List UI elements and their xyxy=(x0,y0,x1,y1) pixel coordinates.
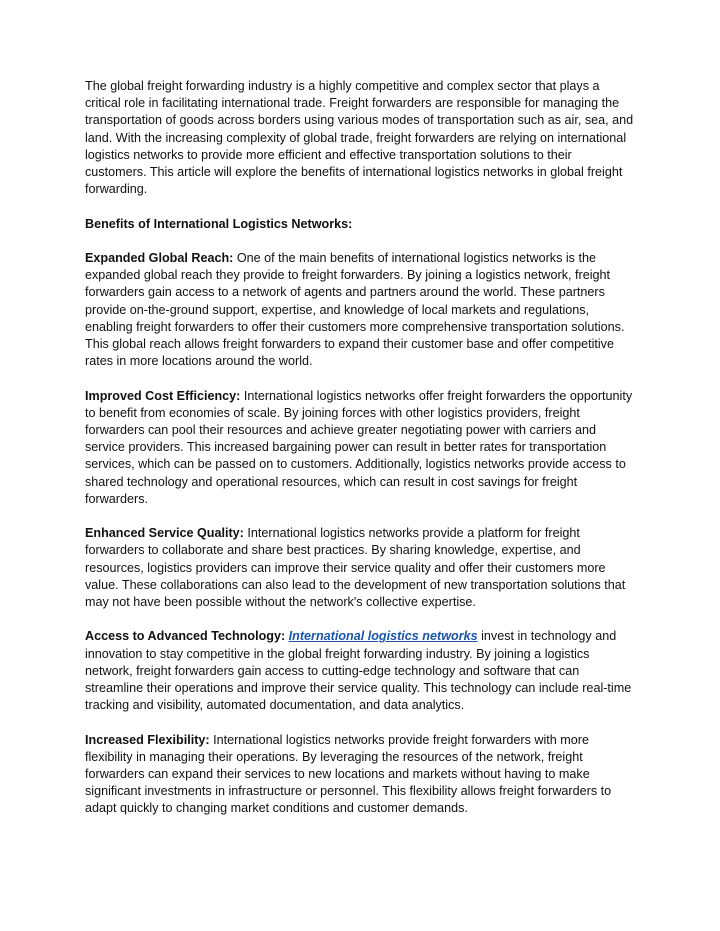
benefit-title: Increased Flexibility: xyxy=(85,732,210,747)
benefit-global-reach xyxy=(85,250,635,370)
benefit-advanced-technology xyxy=(85,628,635,714)
benefit-title: Access to Advanced Technology: xyxy=(85,629,286,644)
benefit-text: One of the main benefits of international logistics networks is the expanded global reach they provide to freight forwarders. By joining a logistics network, freight forwarders gain access to a network of agents and partners around the world. These partners provide on-the-ground support, expertise, and knowledge of local markets and regulations, enabling freight forwarders to offer their customers more comprehensive transportation solutions. This global reach allows freight forwarders to expand their customer base and offer competitive rates in more locations around the world. xyxy=(85,251,625,369)
intro-paragraph: The global freight forwarding industry is a highly competitive and complex sector that plays a critical role in facilitating international trade. Freight forwarders are responsible for managing the transportation of goods across borders using various modes of transportation such as air, sea, and land. With the increasing complexity of global trade, freight forwarders are relying on international logistics networks to provide more efficient and effective transportation solutions to their customers. This article will explore the benefits of international logistics networks in global freight forwarding. xyxy=(85,79,634,197)
benefit-text: International logistics networks offer freight forwarders the opportunity to benefit from economies of scale. By joining forces with other logistics providers, freight forwarders can pool their resources and achieve greater negotiating power with carriers and service providers. This increased bargaining power can result in better rates for transportation services, which can be passed on to customers. Additionally, logistics networks provide access to shared technology and operational resources, which can result in cost savings for freight forwarders. xyxy=(85,388,633,506)
benefit-flexibility xyxy=(85,732,635,818)
benefit-text: International logistics networks provide freight forwarders with more flexibility in managing their operations. By leveraging the resources of the network, freight forwarders can expand their services to new locations and markets without having to make significant investments in infrastructure or personnel. This flexibility allows freight forwarders to adapt quickly to changing market conditions and customer demands. xyxy=(85,732,612,816)
benefit-text: International logistics networks provide a platform for freight forwarders to collaborate and share best practices. By sharing knowledge, expertise, and resources, logistics providers can improve their service quality and offer their customers more value. These collaborations can also lead to the development of new transportation solutions that may not have been possible without the network's collective expertise. xyxy=(85,526,626,610)
benefit-service-quality xyxy=(85,525,635,611)
benefit-text: invest in technology and innovation to stay competitive in the global freight forwarding industry. By joining a logistics network, freight forwarders gain access to cutting-edge technology and software that can streamline their operations and improve their service quality. This technology can include real-time tracking and visibility, automated documentation, and data analytics. xyxy=(85,629,632,713)
benefit-cost-efficiency xyxy=(85,388,635,508)
document-page xyxy=(85,78,635,835)
benefit-title: Improved Cost Efficiency: xyxy=(85,388,241,403)
section-heading: Benefits of International Logistics Networks: xyxy=(85,216,353,231)
benefit-title: Enhanced Service Quality: xyxy=(85,526,244,541)
international-logistics-networks-link[interactable]: International logistics networks xyxy=(288,629,478,644)
benefit-title: Expanded Global Reach: xyxy=(85,251,234,265)
